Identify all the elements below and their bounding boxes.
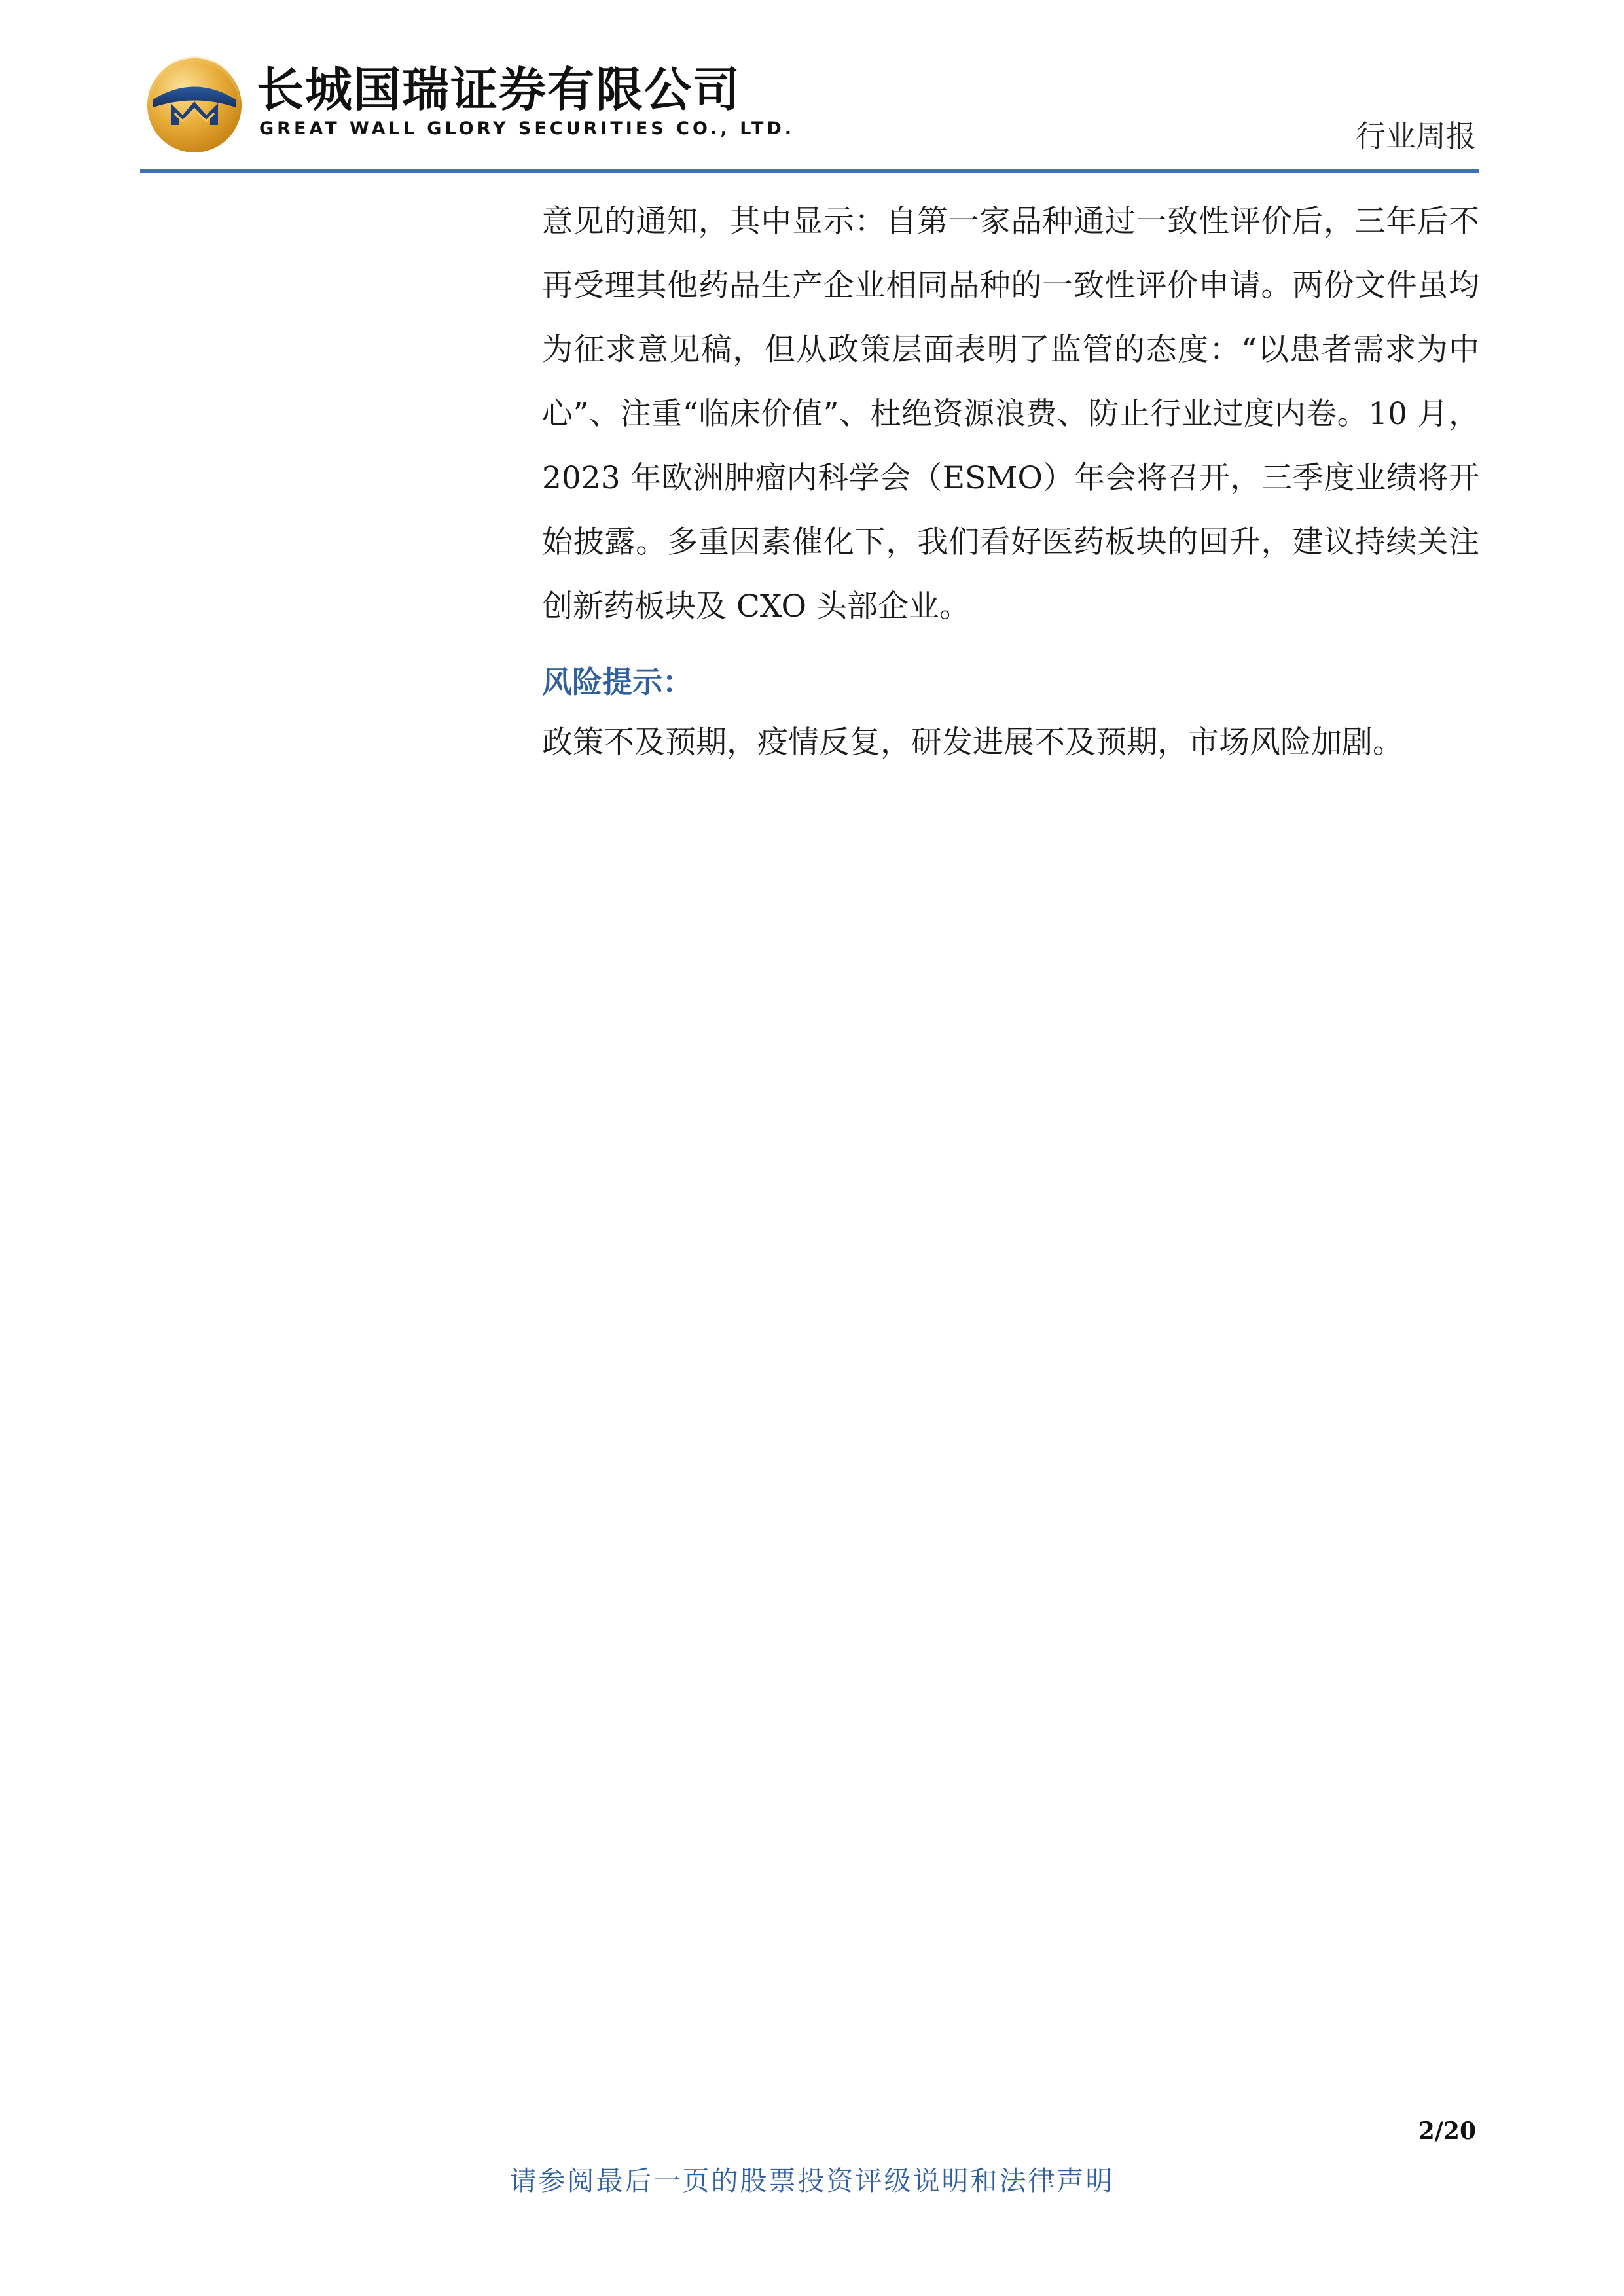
page-number: 2/20	[1418, 2117, 1476, 2145]
main-content	[542, 190, 1479, 775]
risk-text: 政策不及预期，疫情反复，研发进展不及预期，市场风险加剧。	[542, 725, 1403, 761]
footer-disclaimer: 请参阅最后一页的股票投资评级说明和法律声明	[509, 2165, 1115, 2197]
page-header	[0, 0, 1624, 177]
company-name-cn: 长城国瑞证券有限公司	[257, 62, 742, 117]
body-paragraph: 意见的通知，其中显示：自第一家品种通过一致性评价后，三年后不再受理其他药品生产企业相同品种的一致性评价申请。两份文件虽均为征求意见稿，但从政策层面表明了监管的态度：“以患者需求为中心”、注重“临床价值”、杜绝资源浪费、防止行业过度内卷。10 月，2023 年欧洲肿瘤内科学会（ESMO）年会将召开，三季度业绩将开始披露。多重因素催化下，我们看好医药板块的回升，建议持续关注创新药板块及 CXO 头部企业。	[542, 204, 1479, 624]
risk-heading: 风险提示：	[542, 664, 693, 700]
header-divider	[140, 169, 1479, 173]
report-type-label: 行业周报	[1356, 118, 1476, 154]
company-name-en: GREAT WALL GLORY SECURITIES CO., LTD.	[259, 118, 795, 139]
company-logo-icon	[145, 56, 244, 154]
